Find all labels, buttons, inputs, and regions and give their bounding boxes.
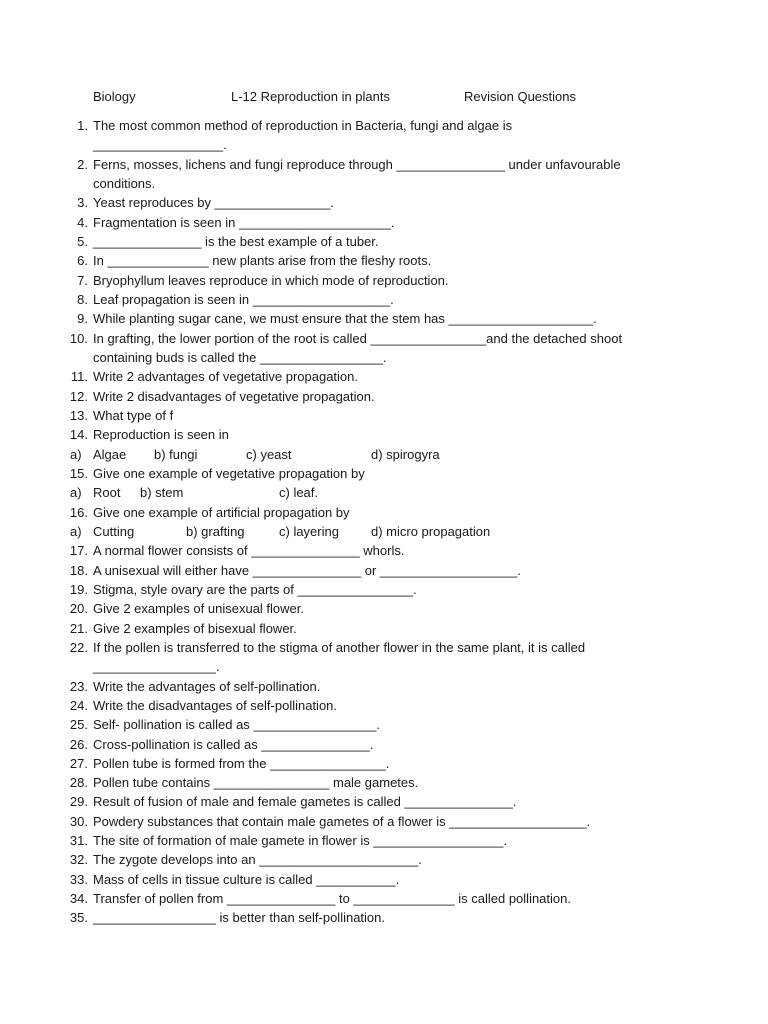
header-type: Revision Questions: [464, 89, 576, 104]
question-row: [0, 292, 768, 311]
question-row: [0, 621, 768, 640]
question-text: Give 2 examples of unisexual flower.: [93, 601, 304, 617]
question-text: Stigma, style ovary are the parts of ________________.: [93, 581, 417, 597]
header-subject: Biology: [93, 89, 136, 104]
question-number: 23.: [69, 678, 88, 694]
question-row: [0, 910, 768, 929]
question-text: In grafting, the lower portion of the root is called ________________and the detached shoot: [93, 330, 623, 346]
question-number: 16.: [69, 504, 88, 520]
question-row: [0, 253, 768, 272]
question-number: 35.: [69, 910, 88, 926]
question-text: Fragmentation is seen in _____________________.: [93, 214, 395, 230]
answer-option: c) yeast: [246, 446, 292, 462]
question-number: a): [70, 485, 82, 501]
question-number: 17.: [69, 543, 88, 559]
question-number: 31.: [69, 833, 88, 849]
question-text: Yeast reproduces by ________________.: [93, 195, 334, 211]
question-text: Ferns, mosses, lichens and fungi reproduce through _______________ under unfavourable: [93, 156, 621, 172]
question-text: Cross-pollination is called as _______________.: [93, 736, 374, 752]
question-number: 18.: [69, 562, 88, 578]
question-list: [0, 118, 768, 930]
answer-option: d) micro propagation: [371, 523, 491, 539]
question-text: Give 2 examples of bisexual flower.: [93, 620, 297, 636]
question-number: 33.: [69, 871, 88, 887]
question-number: 32.: [69, 852, 88, 868]
answer-option: d) spirogyra: [371, 446, 440, 462]
question-text: Pollen tube contains ________________ male gametes.: [93, 775, 419, 791]
question-row: [0, 118, 768, 137]
answer-option: b) grafting: [186, 523, 245, 539]
question-row: [0, 833, 768, 852]
question-number: 21.: [69, 620, 88, 636]
question-number: 26.: [69, 736, 88, 752]
question-text: Give one example of artificial propagation by: [93, 504, 350, 520]
question-text: Bryophyllum leaves reproduce in which mode of reproduction.: [93, 272, 449, 288]
question-text: While planting sugar cane, we must ensure that the stem has ____________________.: [93, 311, 597, 327]
question-continuation: conditions.: [93, 175, 156, 191]
header-lesson: L-12 Reproduction in plants: [231, 89, 390, 104]
question-number: 15.: [69, 465, 88, 481]
question-row: [0, 311, 768, 330]
question-number: 25.: [69, 717, 88, 733]
question-number: a): [70, 523, 82, 539]
question-row: [0, 775, 768, 794]
question-row: [0, 273, 768, 292]
question-text: Write the advantages of self-pollination.: [93, 678, 321, 694]
question-row: [0, 447, 768, 466]
question-row: [0, 891, 768, 910]
answer-option: b) stem: [140, 485, 184, 501]
question-continuation: _________________.: [93, 659, 220, 675]
question-text: The site of formation of male gamete in flower is __________________.: [93, 833, 508, 849]
question-text: Self- pollination is called as _________________.: [93, 717, 380, 733]
answer-option: Algae: [93, 446, 127, 462]
question-number: 14.: [69, 427, 88, 443]
question-number: 34.: [69, 891, 88, 907]
question-text: Leaf propagation is seen in ___________________.: [93, 291, 394, 307]
answer-option: b) fungi: [154, 446, 198, 462]
question-row: [0, 215, 768, 234]
question-row: [0, 794, 768, 813]
question-row: [0, 543, 768, 562]
answer-option: Root: [93, 485, 121, 501]
question-number: 27.: [69, 755, 88, 771]
question-row: [0, 408, 768, 427]
answer-option: c) leaf.: [279, 485, 319, 501]
question-row: [0, 563, 768, 582]
question-number: 20.: [69, 601, 88, 617]
question-number: 30.: [69, 813, 88, 829]
question-row: [0, 814, 768, 833]
question-row: [0, 137, 768, 156]
question-number: 7.: [77, 272, 88, 288]
question-number: 13.: [69, 407, 88, 423]
question-text: Write the disadvantages of self-pollination.: [93, 697, 338, 713]
question-number: a): [70, 446, 82, 462]
question-row: [0, 466, 768, 485]
question-text: Powdery substances that contain male gametes of a flower is ___________________.: [93, 813, 591, 829]
question-row: [0, 195, 768, 214]
question-number: 24.: [69, 697, 88, 713]
question-number: 5.: [77, 233, 88, 249]
question-row: [0, 852, 768, 871]
question-text: Write 2 advantages of vegetative propagation.: [93, 369, 358, 385]
question-number: 2.: [77, 156, 88, 172]
question-number: 29.: [69, 794, 88, 810]
question-number: 11.: [70, 369, 88, 385]
question-row: [0, 157, 768, 176]
question-row: [0, 234, 768, 253]
question-row: [0, 369, 768, 388]
answer-option: Cutting: [93, 523, 135, 539]
question-number: 10.: [69, 330, 88, 346]
question-text: In ______________ new plants arise from the fleshy roots.: [93, 253, 432, 269]
question-row: [0, 640, 768, 659]
question-text: Result of fusion of male and female gametes is called _______________.: [93, 794, 517, 810]
question-row: [0, 350, 768, 369]
question-text: Give one example of vegetative propagation by: [93, 465, 365, 481]
question-continuation: containing buds is called the _________________.: [93, 349, 387, 365]
question-row: [0, 601, 768, 620]
question-row: [0, 176, 768, 195]
question-text: Transfer of pollen from _______________ to ______________ is called pollination.: [93, 891, 571, 907]
question-row: [0, 737, 768, 756]
question-number: 9.: [77, 311, 88, 327]
question-number: 22.: [69, 639, 88, 655]
question-row: [0, 427, 768, 446]
question-row: [0, 756, 768, 775]
question-number: 3.: [77, 195, 88, 211]
question-row: [0, 389, 768, 408]
question-number: 6.: [77, 253, 88, 269]
question-row: [0, 524, 768, 543]
question-number: 8.: [77, 291, 88, 307]
question-row: [0, 505, 768, 524]
question-text: _________________ is better than self-pollination.: [93, 910, 386, 926]
question-row: [0, 485, 768, 504]
answer-option: c) layering: [279, 523, 339, 539]
question-text: What type of f: [93, 407, 174, 423]
question-row: [0, 582, 768, 601]
question-number: 19.: [69, 581, 88, 597]
question-row: [0, 872, 768, 891]
question-text: If the pollen is transferred to the stigma of another flower in the same plant, it is called: [93, 639, 586, 655]
question-text: Reproduction is seen in: [93, 427, 229, 443]
question-text: A unisexual will either have _______________ or ___________________.: [93, 562, 521, 578]
question-text: The zygote develops into an ______________________.: [93, 852, 422, 868]
question-text: A normal flower consists of _______________ whorls.: [93, 543, 405, 559]
question-number: 12.: [69, 388, 88, 404]
question-row: [0, 331, 768, 350]
question-text: The most common method of reproduction in Bacteria, fungi and algae is: [93, 118, 513, 133]
question-row: [0, 698, 768, 717]
question-row: [0, 679, 768, 698]
question-text: Mass of cells in tissue culture is called ___________.: [93, 871, 400, 887]
question-number: 28.: [69, 775, 88, 791]
question-continuation: __________________.: [93, 137, 227, 153]
question-row: [0, 659, 768, 678]
question-number: 4.: [77, 214, 88, 230]
question-text: Pollen tube is formed from the ________________.: [93, 755, 390, 771]
question-text: _______________ is the best example of a tuber.: [93, 233, 379, 249]
question-number: 1.: [77, 118, 88, 133]
question-row: [0, 717, 768, 736]
question-text: Write 2 disadvantages of vegetative propagation.: [93, 388, 375, 404]
